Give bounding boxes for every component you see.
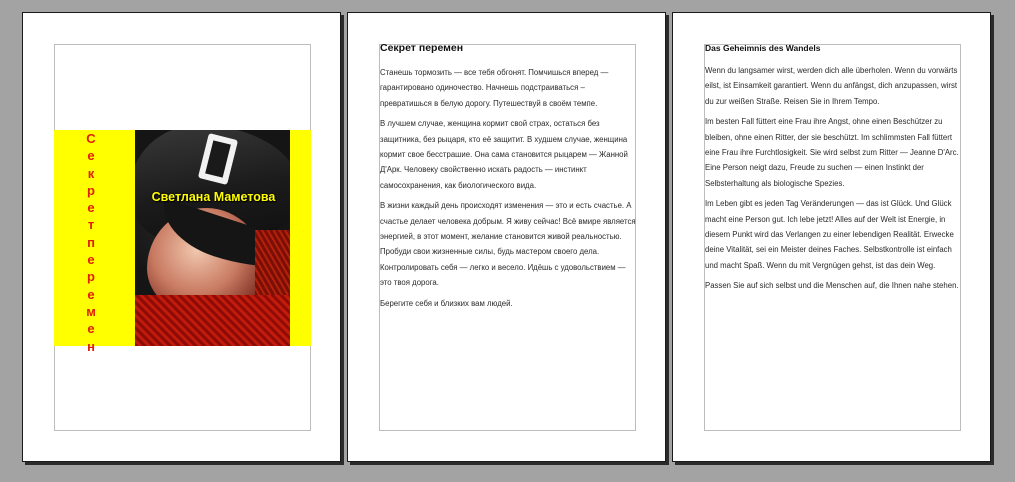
page-russian (347, 12, 666, 462)
cover-title-letter: к (87, 165, 95, 181)
paragraph: Берегите себя и близких вам людей. (380, 298, 513, 308)
cover-title-letter: е (87, 252, 95, 268)
paragraph: В лучшем случае, женщина кормит свой страх, остаться без защитника, без рыцаря, кто её защитит. В худшем случае, женщина кормит свое бесстрашие. Она сама становится рыцарем — Жанной Д'Арк. Человеку свойственно искать радость — инстинкт самосохранения, как биологического вида. (380, 119, 628, 190)
cover-title-letter: н (87, 338, 95, 354)
text-body[interactable] (705, 41, 962, 299)
cover-title-letter: т (87, 217, 95, 233)
paragraph: Im Leben gibt es jeden Tag Veränderungen — das ist Glück. Und Glück macht eine Person gut. Ich lebe jetzt! Alles auf der Welt ist Energie, in diesem Punkt wird das Verlangen zu einer lebendigen Realität. Erwecke deine Vitalität, sei ein Meister deines Faches. Selbstkontrolle ist einfach und macht Spaß. Wenn du mit Vergnügen gehst, ist das dein Weg. (705, 199, 954, 270)
cover-image (54, 130, 311, 354)
cover-photo (135, 130, 290, 346)
cover-vertical-title (78, 130, 104, 355)
cover-title-letter: е (87, 200, 95, 216)
page-cover (22, 12, 341, 462)
cover-author: Светлана Маметова (151, 190, 276, 204)
page-title: Секрет перемен (380, 42, 464, 54)
cover-title-letter: е (87, 321, 95, 337)
paragraph: Wenn du langsamer wirst, werden dich alle überholen. Wenn du vorwärts eilst, ist Einsamkeit garantiert. Wenn du anfängst, dich anzupassen, wirst du zur weißen Straße. Reisen Sie in Ihrem Tempo. (705, 66, 958, 106)
paragraph: Станешь тормозить — все тебя обгонят. Помчишься вперед — гарантировано одиночество. Начнешь подстраиваться – превратишься в белую дорогу. Путешествуй в своём темпе. (380, 68, 609, 108)
paragraph: В жизни каждый день происходят изменения — это и есть счастье. А счастье делает человека добрым. Я живу сейчас! Всё вмире является энергией, в этот момент, желание становится живой реальностью. Пробуди свои жизненные силы, будь мастером своего дела. Контролировать себя — легко и весело. Идёшь с удовольствием — это твоя дорога. (380, 201, 636, 288)
cover-title-letter: р (87, 182, 95, 198)
cover-title-letter: С (86, 131, 96, 146)
cover-title-letter: м (86, 303, 96, 319)
cover-title-letter: е (87, 148, 95, 164)
page-title: Das Geheimnis des Wandels (705, 43, 821, 53)
cover-title-letter: п (87, 234, 95, 250)
cover-title-letter: е (87, 286, 95, 302)
cover-title-letter: р (87, 269, 95, 285)
paragraph: Im besten Fall füttert eine Frau ihre Angst, ohne einen Beschützer zu bleiben, ohne einen Ritter, der sie beschützt. Im schlimmsten Fall füttert eine Frau ihre Furchtlosigkeit. Sie wird selbst zum Ritter — Jeanne D'Arc. Eine Person neigt dazu, Freude zu suchen — einen Instinkt der Selbsterhaltung als biologische Spezies. (705, 117, 959, 188)
page-german (672, 12, 991, 462)
paragraph: Passen Sie auf sich selbst und die Menschen auf, die Ihnen nahe stehen. (705, 281, 959, 291)
text-body[interactable] (380, 41, 637, 316)
scarf-shape (135, 295, 290, 346)
